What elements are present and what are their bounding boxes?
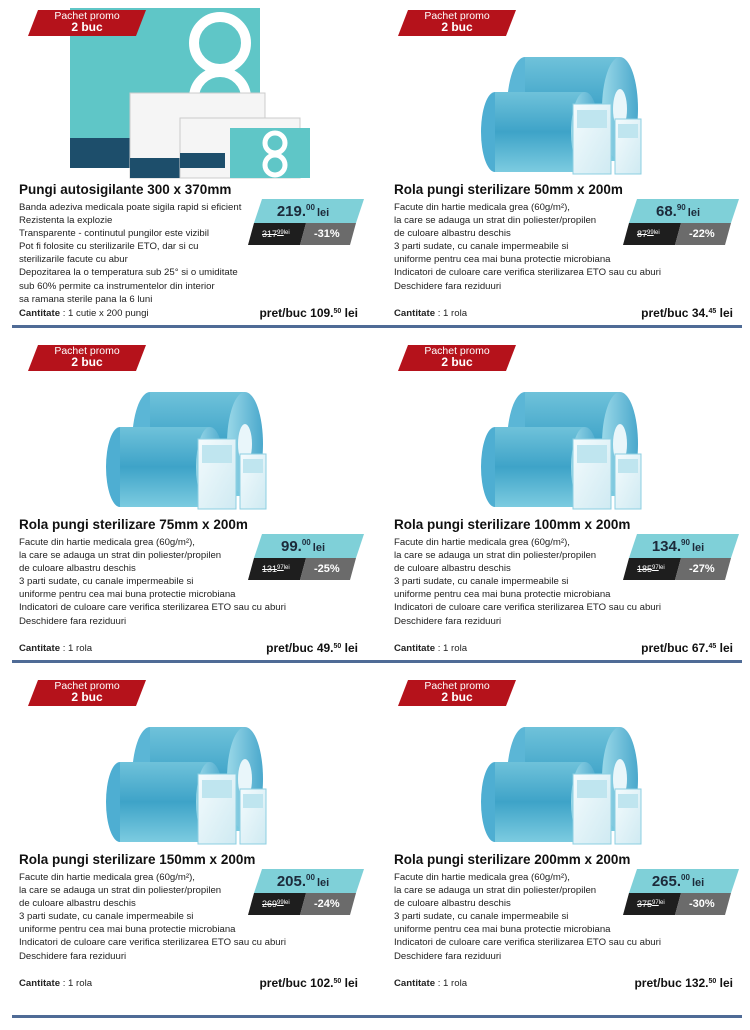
- product-title[interactable]: Rola pungi sterilizare 100mm x 200m: [394, 517, 631, 532]
- current-price: 205.00 lei: [276, 873, 330, 890]
- row-separator: [12, 660, 742, 663]
- sterilization-roll-image: [455, 684, 675, 854]
- description-line: Facute din hartie medicala grea (60g/m²),: [19, 537, 195, 548]
- quantity-info: Cantitate : 1 rola: [19, 978, 93, 989]
- promo-quantity: 2 buc: [71, 355, 103, 369]
- description-line: sa ramana sterile pana la 6 luni: [19, 293, 153, 305]
- description-line: Indicatori de culoare care verifica sterilizarea ETO sau cu aburi: [394, 267, 661, 279]
- description-line: uniforme pentru cea mai buna protectie microbiana: [19, 589, 236, 601]
- description-line: Facute din hartie medicala grea (60g/m²),: [394, 872, 570, 883]
- discount-badge: -25%: [314, 563, 340, 575]
- promo-label: Pachet promo: [424, 10, 490, 22]
- row-separator: [12, 325, 742, 328]
- old-price: $131^{97lei}$: [262, 564, 290, 574]
- old-price: $269^{99lei}$: [262, 899, 290, 909]
- description-line: Indicatori de culoare care verifica sterilizarea ETO sau cu aburi: [19, 602, 286, 614]
- promo-ribbon: [398, 680, 516, 706]
- promo-label: Pachet promo: [54, 10, 120, 22]
- description-line: sub 60% permite ca instrumentelor din interior: [19, 280, 215, 292]
- description-line: Deschidere fara reziduuri: [394, 950, 502, 962]
- description-line: uniforme pentru cea mai buna protectie microbiana: [19, 924, 236, 936]
- price-per-unit: pret/buc 132.50 lei: [634, 976, 733, 990]
- description-line: la care se adauga un strat din poliester/propilen: [19, 550, 222, 562]
- description-line: de culoare albastru deschis: [19, 563, 136, 575]
- current-price: 134.90 lei: [651, 538, 705, 555]
- description-line: Deschidere fara reziduuri: [19, 615, 127, 627]
- description-line: Depozitarea la o temperatura sub 25° si o umiditate: [19, 267, 238, 279]
- quantity-info: Cantitate : 1 rola: [394, 978, 468, 989]
- current-price: 219.00 lei: [276, 203, 330, 220]
- product-card[interactable]: [0, 335, 375, 670]
- description-line: Transparente - continutul pungilor este vizibil: [19, 228, 210, 240]
- current-price: 68.90 lei: [656, 203, 700, 220]
- price-per-unit: pret/buc 109.50 lei: [259, 306, 358, 320]
- sterilization-roll-image: [455, 349, 675, 519]
- sterilization-roll-image: [455, 14, 675, 184]
- description-line: la care se adauga un strat din poliester/propilen: [19, 885, 222, 897]
- promo-ribbon: [28, 345, 146, 371]
- promo-ribbon: [398, 345, 516, 371]
- product-card[interactable]: [0, 670, 375, 1005]
- price-tag: [248, 869, 364, 915]
- discount-badge: -24%: [314, 898, 340, 910]
- quantity-info: Cantitate : 1 cutie x 200 pungi: [19, 308, 149, 319]
- current-price: 99.00 lei: [281, 538, 325, 555]
- row-separator: [12, 1015, 742, 1018]
- description-line: Facute din hartie medicala grea (60g/m²),: [394, 537, 570, 548]
- discount-badge: -31%: [314, 228, 340, 240]
- description-line: Deschidere fara reziduuri: [19, 950, 127, 962]
- discount-badge: -30%: [689, 898, 715, 910]
- price-per-unit: pret/buc 102.50 lei: [259, 976, 358, 990]
- quantity-info: Cantitate : 1 rola: [19, 643, 93, 654]
- promo-ribbon: [28, 680, 146, 706]
- promo-quantity: 2 buc: [441, 20, 473, 34]
- old-price: $87^{99lei}$: [637, 229, 660, 239]
- description-line: Facute din hartie medicala grea (60g/m²),: [19, 872, 195, 883]
- promo-label: Pachet promo: [54, 345, 120, 357]
- description-line: Facute din hartie medicala grea (60g/m²),: [394, 202, 570, 213]
- promo-quantity: 2 buc: [71, 690, 103, 704]
- old-price: $317^{99lei}$: [262, 229, 290, 239]
- description-line: de culoare albastru deschis: [394, 898, 511, 910]
- description-line: uniforme pentru cea mai buna protectie microbiana: [394, 254, 611, 266]
- product-title[interactable]: Rola pungi sterilizare 150mm x 200m: [19, 852, 256, 867]
- old-price: $185^{97lei}$: [637, 564, 665, 574]
- product-card[interactable]: [0, 0, 375, 335]
- quantity-info: Cantitate : 1 rola: [394, 643, 468, 654]
- description-line: 3 parti sudate, cu canale impermeabile si: [394, 911, 569, 923]
- price-tag: [248, 199, 364, 245]
- promo-quantity: 2 buc: [441, 355, 473, 369]
- description-line: 3 parti sudate, cu canale impermeabile si: [19, 911, 194, 923]
- description-line: 3 parti sudate, cu canale impermeabile si: [394, 576, 569, 588]
- promo-label: Pachet promo: [424, 680, 490, 692]
- quantity-info: Cantitate : 1 rola: [394, 308, 468, 319]
- description-line: Rezistenta la explozie: [19, 215, 113, 227]
- promo-label: Pachet promo: [424, 345, 490, 357]
- price-per-unit: pret/buc 49.50 lei: [266, 641, 358, 655]
- description-line: de culoare albastru deschis: [394, 228, 511, 240]
- description-line: de culoare albastru deschis: [394, 563, 511, 575]
- product-card[interactable]: [375, 0, 750, 335]
- promo-label: Pachet promo: [54, 680, 120, 692]
- promo-quantity: 2 buc: [441, 690, 473, 704]
- product-title[interactable]: Rola pungi sterilizare 75mm x 200m: [19, 517, 248, 532]
- description-line: Indicatori de culoare care verifica sterilizarea ETO sau cu aburi: [394, 937, 661, 949]
- description-line: uniforme pentru cea mai buna protectie microbiana: [394, 589, 611, 601]
- product-card[interactable]: [375, 670, 750, 1005]
- description-line: 3 parti sudate, cu canale impermeabile si: [394, 241, 569, 253]
- promo-ribbon: [398, 10, 516, 36]
- description-line: Pot fi folosite cu sterilizarile ETO, dar si cu: [19, 241, 199, 253]
- description-line: uniforme pentru cea mai buna protectie microbiana: [394, 924, 611, 936]
- description-line: de culoare albastru deschis: [19, 898, 136, 910]
- sterilization-roll-image: [80, 684, 300, 854]
- old-price: $375^{97lei}$: [637, 899, 665, 909]
- description-line: Indicatori de culoare care verifica sterilizarea ETO sau cu aburi: [19, 937, 286, 949]
- price-per-unit: pret/buc 34.45 lei: [641, 306, 733, 320]
- description-line: la care se adauga un strat din poliester/propilen: [394, 885, 597, 897]
- promo-quantity: 2 buc: [71, 20, 103, 34]
- description-line: Indicatori de culoare care verifica sterilizarea ETO sau cu aburi: [394, 602, 661, 614]
- description-line: 3 parti sudate, cu canale impermeabile si: [19, 576, 194, 588]
- discount-badge: -27%: [689, 563, 715, 575]
- price-tag: [623, 534, 739, 580]
- product-title[interactable]: Rola pungi sterilizare 200mm x 200m: [394, 852, 631, 867]
- price-per-unit: pret/buc 67.45 lei: [641, 641, 733, 655]
- product-card[interactable]: [375, 335, 750, 670]
- description-line: Deschidere fara reziduuri: [394, 280, 502, 292]
- sterilization-roll-image: [80, 349, 300, 519]
- description-line: la care se adauga un strat din poliester/propilen: [394, 215, 597, 227]
- description-line: la care se adauga un strat din poliester/propilen: [394, 550, 597, 562]
- promo-ribbon: [28, 10, 146, 36]
- price-tag: [623, 199, 739, 245]
- product-title[interactable]: Rola pungi sterilizare 50mm x 200m: [394, 182, 623, 197]
- price-tag: [623, 869, 739, 915]
- description-line: Deschidere fara reziduuri: [394, 615, 502, 627]
- current-price: 265.00 lei: [651, 873, 705, 890]
- product-title[interactable]: Pungi autosigilante 300 x 370mm: [19, 182, 232, 197]
- description-line: sterilizarile facute cu abur: [19, 254, 128, 266]
- description-line: Banda adeziva medicala poate sigila rapid si eficient: [19, 202, 242, 213]
- discount-badge: -22%: [689, 228, 715, 240]
- price-tag: [248, 534, 364, 580]
